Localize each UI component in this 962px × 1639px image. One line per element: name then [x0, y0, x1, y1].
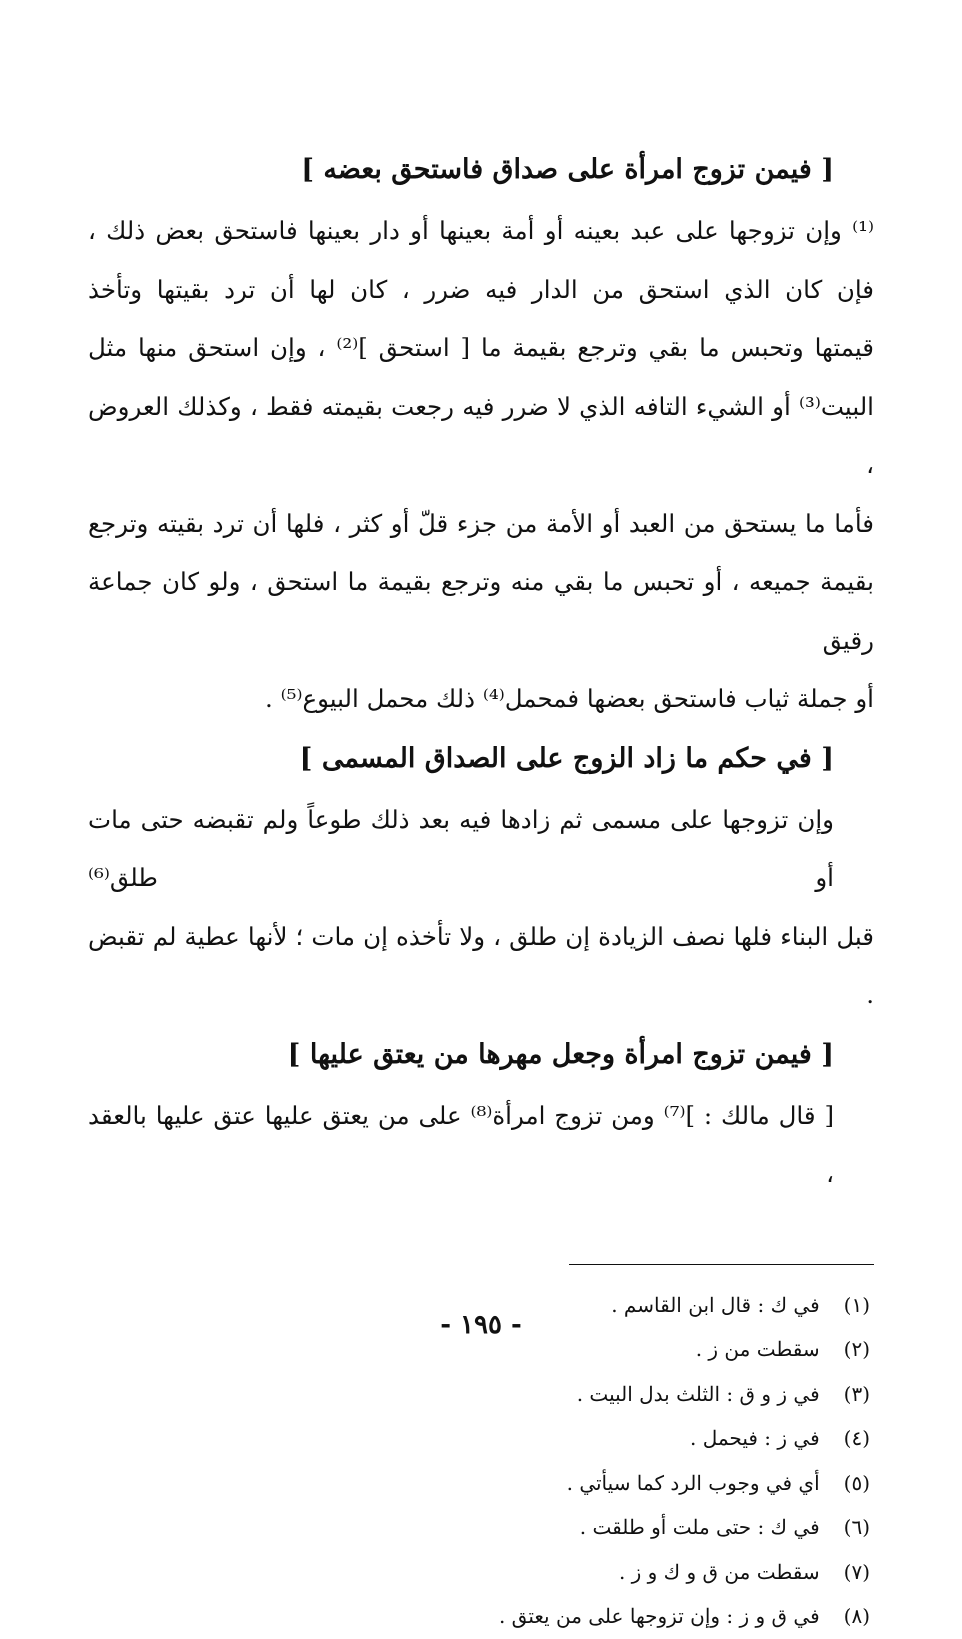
section-1: [88, 150, 874, 729]
footnote: [88, 1416, 870, 1461]
section-heading: [ في حكم ما زاد الزوج على الصداق المسمى ]: [299, 742, 834, 774]
footnote-text: في ز و ق : الثلث بدل البيت .: [576, 1381, 820, 1406]
footnote-text: أي في وجوب الرد كما سيأتي .: [566, 1470, 820, 1495]
section-2: [88, 739, 874, 1025]
text-line: [ قال مالك : ]⁽⁷⁾ ومن تزوج امرأة⁽⁸⁾ على من يعتق عليها عتق عليها بالعقد ،: [88, 1100, 834, 1188]
footnote-number: (٢): [843, 1337, 870, 1361]
footnote-number: (٨): [843, 1604, 870, 1628]
footnote: [88, 1505, 870, 1550]
footnote-number: (٦): [843, 1515, 870, 1539]
footnote-divider: [569, 1264, 874, 1265]
footnote-text: في ق و ز : وإن تزوجها على من يعتق .: [498, 1604, 820, 1628]
footnote-number: (٥): [843, 1470, 870, 1495]
footnote-text: في ز : فيحمل .: [690, 1426, 820, 1450]
section-paragraph: [88, 1087, 874, 1204]
footnote-text: في ك : حتى ملت أو طلقت .: [579, 1515, 820, 1539]
page-number: - ١٩٥ -: [440, 1310, 522, 1340]
text-line: أو جملة ثياب فاستحق بعضها فمحمل⁽⁴⁾ ذلك محمل البيوع⁽⁵⁾ .: [265, 684, 874, 713]
text-line: فأما ما يستحق من العبد أو الأمة من جزء قلّ أو كثر ، فلها أن ترد بقيته وترجع: [88, 508, 874, 538]
footnote-number: (١): [843, 1292, 870, 1317]
text-line: ⁽¹⁾ وإن تزوجها على عبد بعينه أو أمة بعينها أو دار بعينها فاستحق بعض ذلك ،: [88, 216, 874, 245]
footnote-text: سقطت من ق و ك و ز .: [618, 1559, 820, 1584]
section-3: [88, 1035, 874, 1204]
text-line: البيت⁽³⁾ أو الشيء التافه الذي لا ضرر فيه رجعت بقيمته فقط ، وكذلك العروض ،: [88, 391, 874, 479]
footnote-number: (٣): [843, 1381, 870, 1406]
footnote-text: سقطت من ز .: [695, 1337, 820, 1361]
section-heading: [ فيمن تزوج امرأة وجعل مهرها من يعتق عليها ]: [287, 1038, 834, 1070]
footnote-number: (٤): [843, 1426, 870, 1450]
footnote-number: (٧): [843, 1559, 870, 1584]
text-line: بقيمة جميعه ، أو تحبس ما بقي منه وترجع بقيمة ما استحق ، ولو كان جماعة رقيق: [88, 567, 874, 655]
section-heading: [ فيمن تزوج امرأة على صداق فاستحق بعضه ]: [301, 154, 834, 185]
text-line: وإن تزوجها على مسمى ثم زادها فيه بعد ذلك طوعاً ولم تقبضه حتى مات أو طلق⁽⁶⁾: [88, 804, 834, 892]
text-line: فإن كان الذي استحق من الدار فيه ضرر ، كان لها أن ترد بقيتها وتأخذ: [88, 274, 874, 304]
section-paragraph: [88, 202, 874, 729]
text-line: قيمتها وتحبس ما بقي وترجع بقيمة ما [ استحق ]⁽²⁾ ، وإن استحق منها مثل: [88, 333, 874, 362]
footnote: [88, 1372, 870, 1417]
text-line: قبل البناء فلها نصف الزيادة إن طلق ، ولا تأخذه إن مات ؛ لأنها عطية لم تقبض .: [88, 921, 874, 1009]
footnote: [88, 1594, 870, 1639]
footnote: [88, 1461, 870, 1506]
section-paragraph: [88, 791, 874, 1025]
footnote-text: في ك : قال ابن القاسم .: [611, 1292, 820, 1317]
footnote: [88, 1550, 870, 1595]
